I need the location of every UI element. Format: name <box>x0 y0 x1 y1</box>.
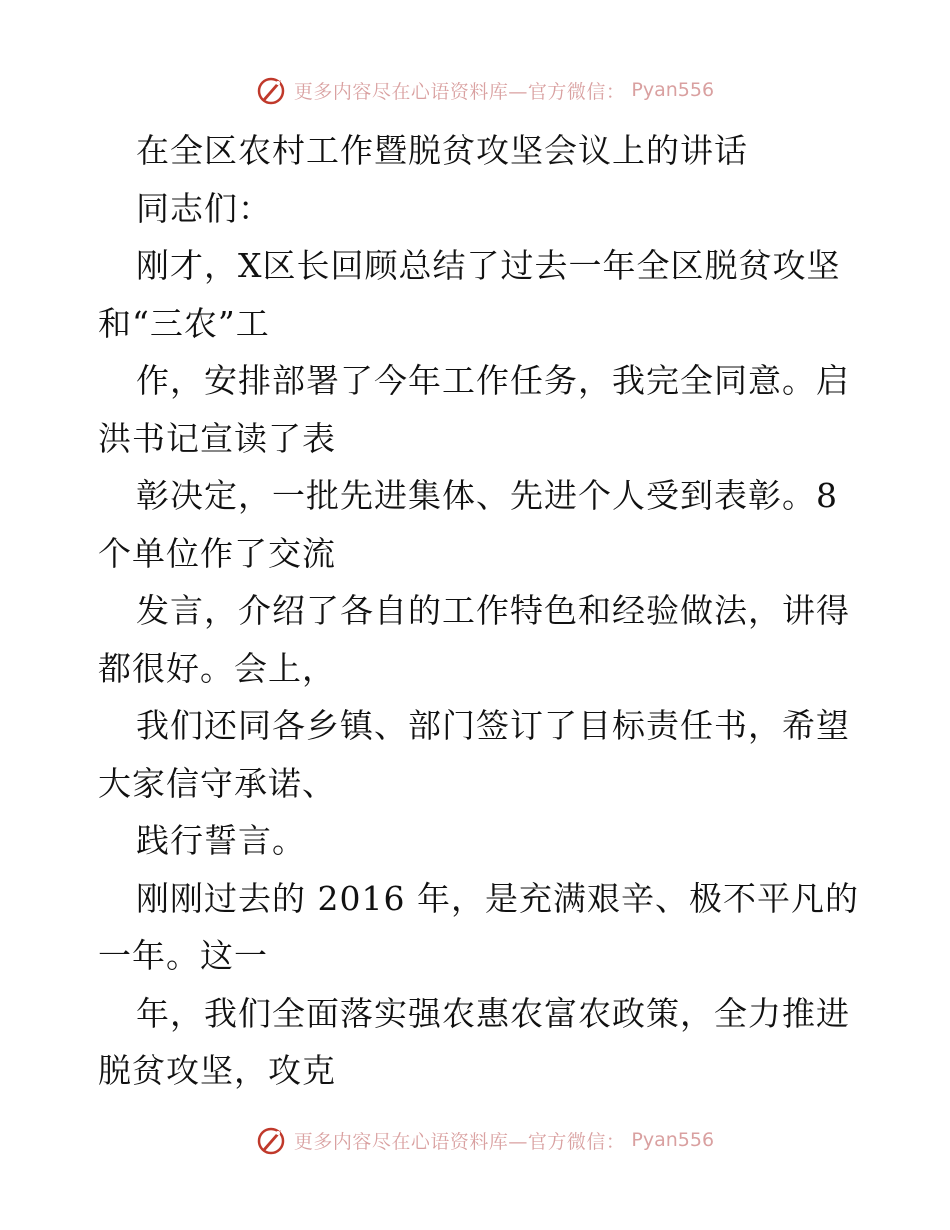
footer-banner-text: 更多内容尽在心语资料库—官方微信： <box>293 1130 626 1153</box>
text-line: 脱贫攻坚，攻克 <box>98 1051 336 1090</box>
pen-logo-icon <box>256 1124 288 1156</box>
text-line: 作，安排部署了今年工作任务，我完全同意。启 <box>136 361 850 400</box>
document-body <box>98 122 858 1100</box>
header-banner-text: 更多内容尽在心语资料库—官方微信： <box>293 80 626 103</box>
text-line: 刚刚过去的 2016 年，是充满艰辛、极不平凡的 <box>136 878 859 918</box>
footer-banner <box>0 1120 950 1160</box>
text-line: 发言，介绍了各自的工作特色和经验做法，讲得 <box>136 591 850 630</box>
header-wechat-id: Pyan556 <box>631 79 715 101</box>
footer-wechat-id: Pyan556 <box>631 1129 715 1151</box>
salutation: 同志们： <box>136 188 272 228</box>
text-line: 都很好。会上， <box>98 648 336 688</box>
text-line: 洪书记宣读了表 <box>98 418 336 458</box>
text-line: 大家信守承诺、 <box>98 763 336 803</box>
text-line: 刚才，X区长回顾总结了过去一年全区脱贫攻坚 <box>136 246 841 285</box>
text-line: 一年。这一 <box>98 936 268 975</box>
text-line: 践行誓言。 <box>136 821 306 860</box>
document-title: 在全区农村工作暨脱贫攻坚会议上的讲话 <box>136 131 748 170</box>
text-line: 我们还同各乡镇、部门签订了目标责任书，希望 <box>136 706 850 745</box>
header-banner <box>0 70 950 110</box>
pen-logo-icon <box>256 74 288 106</box>
text-line: 年，我们全面落实强农惠农富农政策，全力推进 <box>136 993 850 1033</box>
text-line: 和“三农”工 <box>98 303 270 343</box>
text-line: 彰决定，一批先进集体、先进个人受到表彰。8 <box>136 476 838 515</box>
text-line: 个单位作了交流 <box>98 533 336 573</box>
